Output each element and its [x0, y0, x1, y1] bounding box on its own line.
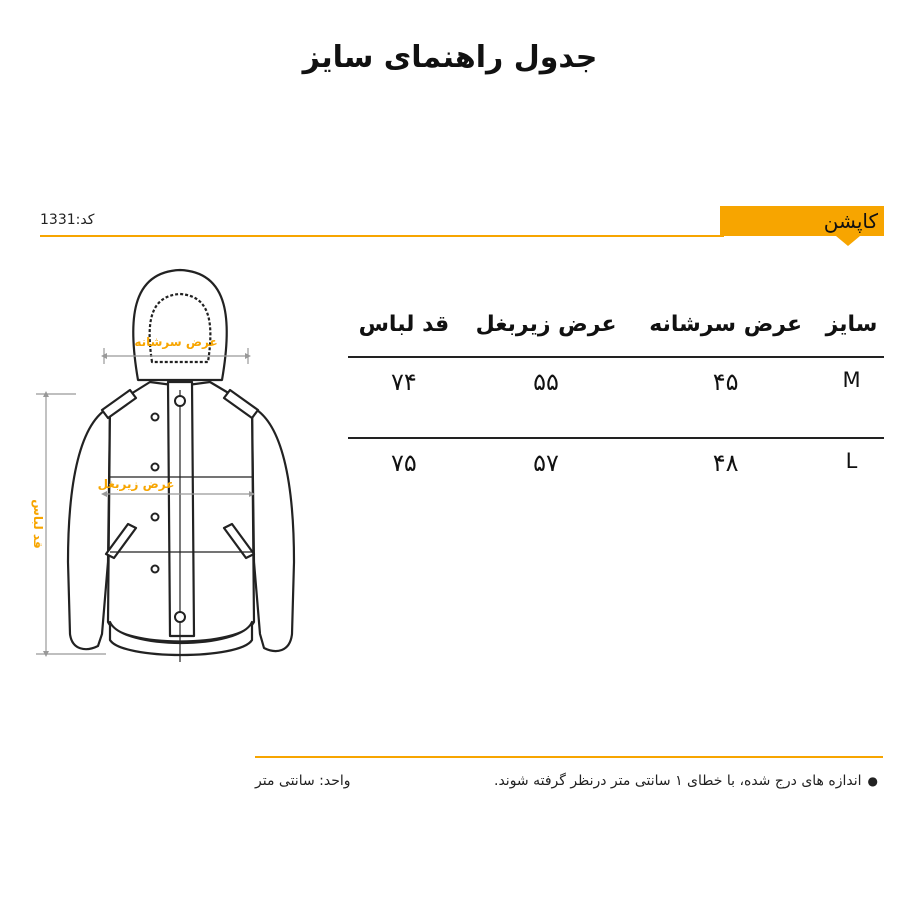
header-garment-length: قد لباس [348, 292, 460, 357]
garment-length-cell: ۷۵ [391, 449, 417, 477]
jacket-diagram [10, 262, 310, 692]
length-label: قد لباس [31, 499, 45, 549]
shoulder-label: عرض سرشانه [134, 335, 218, 349]
header-chest-width: عرض زیربغل [460, 292, 632, 357]
bullet-icon: ● [867, 774, 878, 788]
size-table [348, 292, 884, 518]
product-code: کد:1331 [40, 212, 95, 228]
table-row [348, 438, 884, 518]
chest-width-cell: ۵۵ [460, 357, 632, 438]
chest-label: عرض زیربغل [97, 477, 175, 491]
shoulder-width-cell: ۴۵ [632, 357, 819, 438]
jacket-right-sleeve [252, 407, 294, 651]
measurement-note [494, 773, 878, 789]
header-divider [40, 235, 724, 237]
garment-length-cell: ۷۴ [348, 357, 460, 438]
category-tab: کاپشن [720, 206, 884, 236]
page-title: جدول راهنمای سایز [302, 40, 598, 75]
jacket-left-sleeve [68, 407, 110, 649]
table-row [348, 357, 884, 438]
jacket-placket [168, 382, 194, 636]
size-cell: L [845, 449, 858, 473]
header-size: سایز [819, 292, 884, 357]
header-shoulder-width: عرض سرشانه [632, 292, 819, 357]
category-tab-notch [836, 236, 860, 246]
measurement-note-text: اندازه های درج شده، با خطای ۱ سانتی متر درنظر گرفته شوند. [494, 773, 862, 789]
unit-label: واحد: سانتی متر [255, 773, 351, 789]
size-table-header-row [348, 292, 884, 357]
size-cell: M [819, 357, 884, 438]
shoulder-width-cell: ۴۸ [712, 449, 739, 477]
footer-divider [255, 756, 883, 758]
chest-width-cell: ۵۷ [533, 449, 559, 477]
